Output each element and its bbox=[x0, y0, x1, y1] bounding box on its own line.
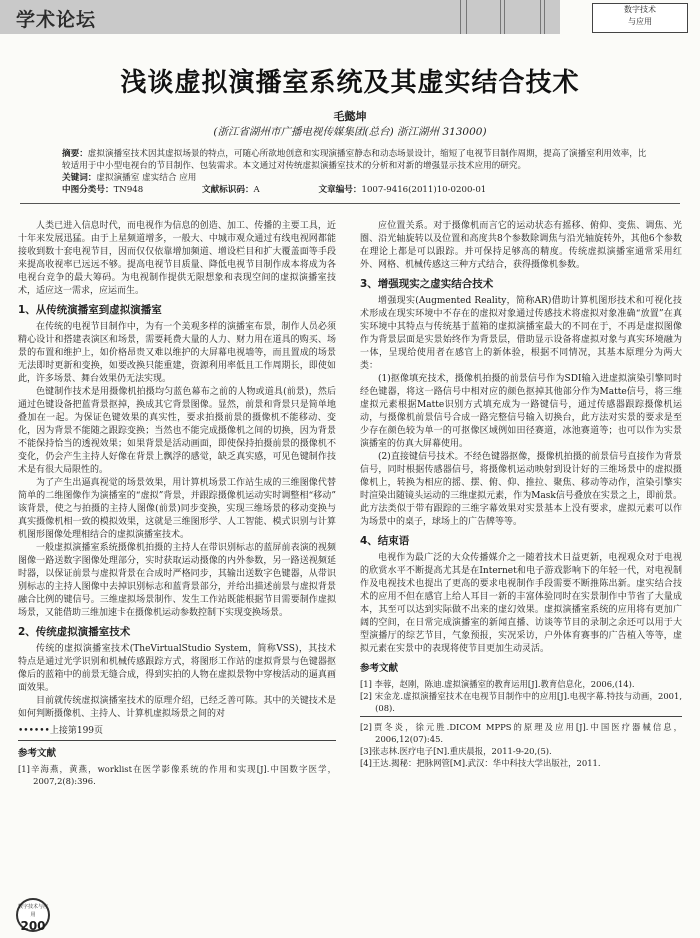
header-stripes bbox=[440, 0, 560, 34]
continued-note: ••••••上接第199页 bbox=[18, 726, 104, 736]
section-label: 学术论坛 bbox=[16, 9, 97, 31]
section-heading: 2、传统虚拟演播室技术 bbox=[18, 626, 131, 638]
article-id-label: 文章编号： bbox=[318, 185, 362, 195]
section-heading: 3、增强现实之虚实结合技术 bbox=[360, 278, 494, 290]
journal-tag-line2: 与应用 bbox=[628, 17, 652, 26]
publisher-mark: 数字技术与应用 bbox=[18, 904, 49, 918]
reference-item: [2] 宋金龙.虚拟演播室技术在电视节目制作中的应用[J].电视字幕.特技与动画，2001,(08). bbox=[360, 691, 682, 713]
doc-value: A bbox=[253, 185, 260, 195]
article-id-value: 1007-9416(2011)10-0200-01 bbox=[361, 185, 487, 195]
divider bbox=[360, 716, 682, 717]
keywords-text: 虚拟演播室 虚实结合 应用 bbox=[96, 173, 197, 183]
reference-item: [3]张志林.医疗电子[N].重庆晨报，2011-9-20,(5). bbox=[360, 746, 552, 756]
paragraph: 传统的虚拟演播室技术(TheVirtualStudio System，简称VSS)，其技术特点是通过光学识别和机械传感跟踪方式，将图形工作站的虚拟背景与色键器抠像后的蓝箱中的前景无缝合成，得到实拍的人物在虚拟景物中穿梭活动的逼真画面效果。 bbox=[18, 644, 336, 693]
references-title: 参考文献 bbox=[360, 663, 399, 674]
divider bbox=[20, 203, 680, 204]
reference-item: [1]辛海燕，黄燕，worklist在医学影像系统的作用和实现[J].中国数字医学，2007,2(8):396. bbox=[18, 764, 336, 786]
paragraph: 应位置关系。对于摄像机而言它的运动状态有摇移、俯仰、变焦、调焦、光圈、沿光轴旋转以及位置和高度共8个参数除调焦与沿光轴旋转外，其他6个参数在理论上都是可以跟踪。并可保持足够高的精度。传统虚拟演播室通常采用红外、网格、机械传感这三种方式结合，获得摄像机参数。 bbox=[360, 221, 682, 270]
paragraph: 人类已进入信息时代，而电视作为信息的创造、加工、传播的主要工具，近十年来发展迅猛。由于上星频道增多，一般大、中城市观众通过有线电视网都能接收到数十套电视节目，因而仅仅依靠增加频道、增设栏目和扩大覆盖面等手段来提高收视率已远远不够。提高电视节目质量、降低电视节目制作成本将成为各电视台竞争的最大筹码。为电视制作提供无限想象和表现空间的虚拟演播室技术，适应这一需求，应运而生。 bbox=[18, 221, 336, 296]
paragraph: 增强现实(Augmented Reality，简称AR)借助计算机图形技术和可视化技术形成在现实环境中不存在的虚拟对象通过传感技术将虚拟对象准确“放置”在真实环境中其特点与传统基于蓝箱的虚拟演播室最大的不同在于，不再是虚拟图像作为背景层面是实景始终作为背景层，借助显示设备将虚拟对象与真实环境融为一体，呈现给使用者在感官上的新体验，根据不同情况，其基本原理分为两大类： bbox=[360, 296, 682, 371]
paragraph: (1)抠像填充技术，摄像机拍摄的前景信号作为SDI输入进虚拟演染引擎同时经色键器，将这一路信号中相对应的颜色抠掉其他部分作为Matte信号，将三维虚拟元素根据Matte识别方式填充成为一路键信号，通过传感器跟踪摄像机运动，与摄像机前景信号合成一路完整信号输入切换台，此方法对实景的要求是至少存在颜色较为单一的可抠像区域例如田径赛道，冰池赛道等；也可以作为实景演播室的仿真大屏幕使用。 bbox=[360, 374, 682, 449]
clc-value: TN948 bbox=[113, 185, 144, 195]
section-heading: 1、从传统演播室到虚拟演播室 bbox=[18, 304, 162, 316]
paragraph: 一般虚拟演播室系统摄像机拍摄的主持人在带识别标志的蓝屏前表演的视频图像一路送数字图像处理部分，实时获取运动摄像的内外参数，另一路送视频延时器，以保证前景与虚拟背景在合成时严格同步，其输出送数字色键器，从带识别标志的主持人图像中去掉识别标志和蓝背景部分，并给出描述前景与虚拟背景融合比例的键信号。三维虚拟场景制作、发生工作站既能根据节目需要制作虚拟场景，又能借助三维加速卡在摄像机运动参数控制下实现变换场景。 bbox=[18, 543, 336, 618]
abstract bbox=[62, 148, 652, 184]
article-meta bbox=[62, 184, 652, 196]
clc-label: 中图分类号： bbox=[62, 185, 114, 195]
doc-label: 文献标识码： bbox=[201, 185, 254, 195]
right-column bbox=[360, 220, 682, 769]
affiliation: (浙江省湖州市广播电视传媒集团(总台) 浙江湖州 313000) bbox=[213, 126, 487, 138]
keywords-label: 关键词： bbox=[62, 173, 97, 183]
references-title: 参考文献 bbox=[18, 748, 57, 759]
paragraph: 目前就传统虚拟演播室技术的原理介绍，已经乏善可陈。其中的关键技术是如何判断摄像机、主持人、计算机虚拟场景之间的对 bbox=[18, 696, 336, 719]
reference-item: [1] 李蓉，赵刚，陈迪.虚拟演播室的教育运用[J].教育信息化，2006,(14). bbox=[360, 679, 635, 689]
page-number: 200 bbox=[20, 919, 46, 933]
author: 毛懿坤 bbox=[333, 110, 367, 123]
divider bbox=[18, 740, 336, 741]
journal-tag bbox=[592, 3, 688, 33]
left-column bbox=[18, 220, 336, 787]
abstract-label: 摘要： bbox=[62, 149, 88, 159]
reference-item: [4]王达.揭秘：把脉网管[M].武汉：华中科技大学出版社，2011. bbox=[360, 758, 601, 768]
paragraph: (2)直接键信号技术。不经色键器抠像，摄像机拍摄的前景信号直接作为背景信号，同时根据传感器信号，将摄像机运动映射到设计好的三维场景中的虚拟摄像机上，转换为相应的摇、摆、俯、仰、推拉、聚焦、移动等动作，渲染引擎实时渲染出随镜头运动的三维虚拟元素，作为Mask信号叠放在实景之上，即前景。此方法类似于带有跟踪的三维字幕效果对实景基本上没有要求，虚拟元素可以作为场景中的桌子，球场上的广告牌等等。 bbox=[360, 452, 682, 527]
paragraph: 为了产生出逼真视觉的场景效果，用计算机场景工作站生成的三维图像代替简单的二维图像作为演播室的“虚拟”背景，并跟踪摄像机运动实时调整相“移动” 该背景，使之与拍摄的主持人图像(前景)同步变换，实现三维场景的移动变换与真实摄像机相一致的模拟效果，这就是三维图形学、人工智能、模式识别与计算机图形图像处理相结合的虚拟演播室技术。 bbox=[18, 478, 336, 540]
section-heading: 4、结束语 bbox=[360, 535, 410, 547]
paragraph: 在传统的电视节目制作中，为有一个美观多样的演播室布景，制作人员必须精心设计和搭建表演区和场景，需要耗费大量的人力、财力用在道具的购买、场景的布置和维护上，如价格昂贵又难以维护的大屏幕电视墙等，而且置成的场景无法即时更新和变换，如要改换只能重建，资源利用率低且工作周期长，即使如此，许多场景、舞台效果仍无法实现。 bbox=[18, 322, 336, 384]
paragraph: 电视作为最广泛的大众传播媒介之一随着技术日益更新，电视观众对于电视的欣赏水平不断提高尤其是在Internet和电子游戏影响下的年轻一代，对电视制作及电视技术也提出了更高的要求电视制作手段需要不断推陈出新。虚实结合技术的应用不但在感官上给人耳目一新的丰富体验同时在实景制作中节省了大量成本，其至可以达到实际做不出来的虚幻效果。虚拟演播室系统的应用将有更加广阔的空间，在日常完成演播室的新闻直播、访谈等节目的录制之余还可以用于大型演播厅的综艺节目，气象预报，实况采访，户外体育赛事的广告植入等等，虚拟元素在实景中的表现将使节目更加生动灵活。 bbox=[360, 553, 682, 654]
reference-item: [2]贾冬炎，徐元胜.DICOM MPPS的原理及应用[J].中国医疗器械信息，2006,12(07):45. bbox=[360, 722, 682, 744]
page-number-badge bbox=[16, 898, 50, 932]
journal-header bbox=[0, 0, 700, 38]
journal-tag-line1: 数字技术 bbox=[624, 5, 656, 14]
paragraph: 色键制作技术是用摄像机拍摄均匀蓝色幕布之前的人物或道具(前景)，然后通过色键设备把蓝背景抠掉，换成其它背景图像。显然，前景和背景只是简单地叠加在一起。为保证色键效果的真实性，要求拍摄前景的摄像机不能移动、变化，因为背景不能随之跟踪变换；当然也不能完成摄像机之间的切换，因为背景不能保持恰当的透视效果；如果背景是活动画面，即使保持拍摄前景的摄像机不变化，仍会产生主持人好像在背景上飘浮的感觉，缺乏真实感，可见色键制作技术是有很大局限性的。 bbox=[18, 387, 336, 475]
article-title: 浅谈虚拟演播室系统及其虚实结合技术 bbox=[120, 68, 580, 98]
abstract-text: 虚拟演播室技术因其虚拟场景的特点，可随心所欲地创意和实现演播室静态和动态场景设计，缩短了电视节目制作周期，提高了演播室利用效率，比较适用于中小型电视台的节目制作、包装需求。本文通过对传统虚拟演播室技术的分析和对新的增强显示技术应用的研究。 bbox=[62, 149, 647, 171]
